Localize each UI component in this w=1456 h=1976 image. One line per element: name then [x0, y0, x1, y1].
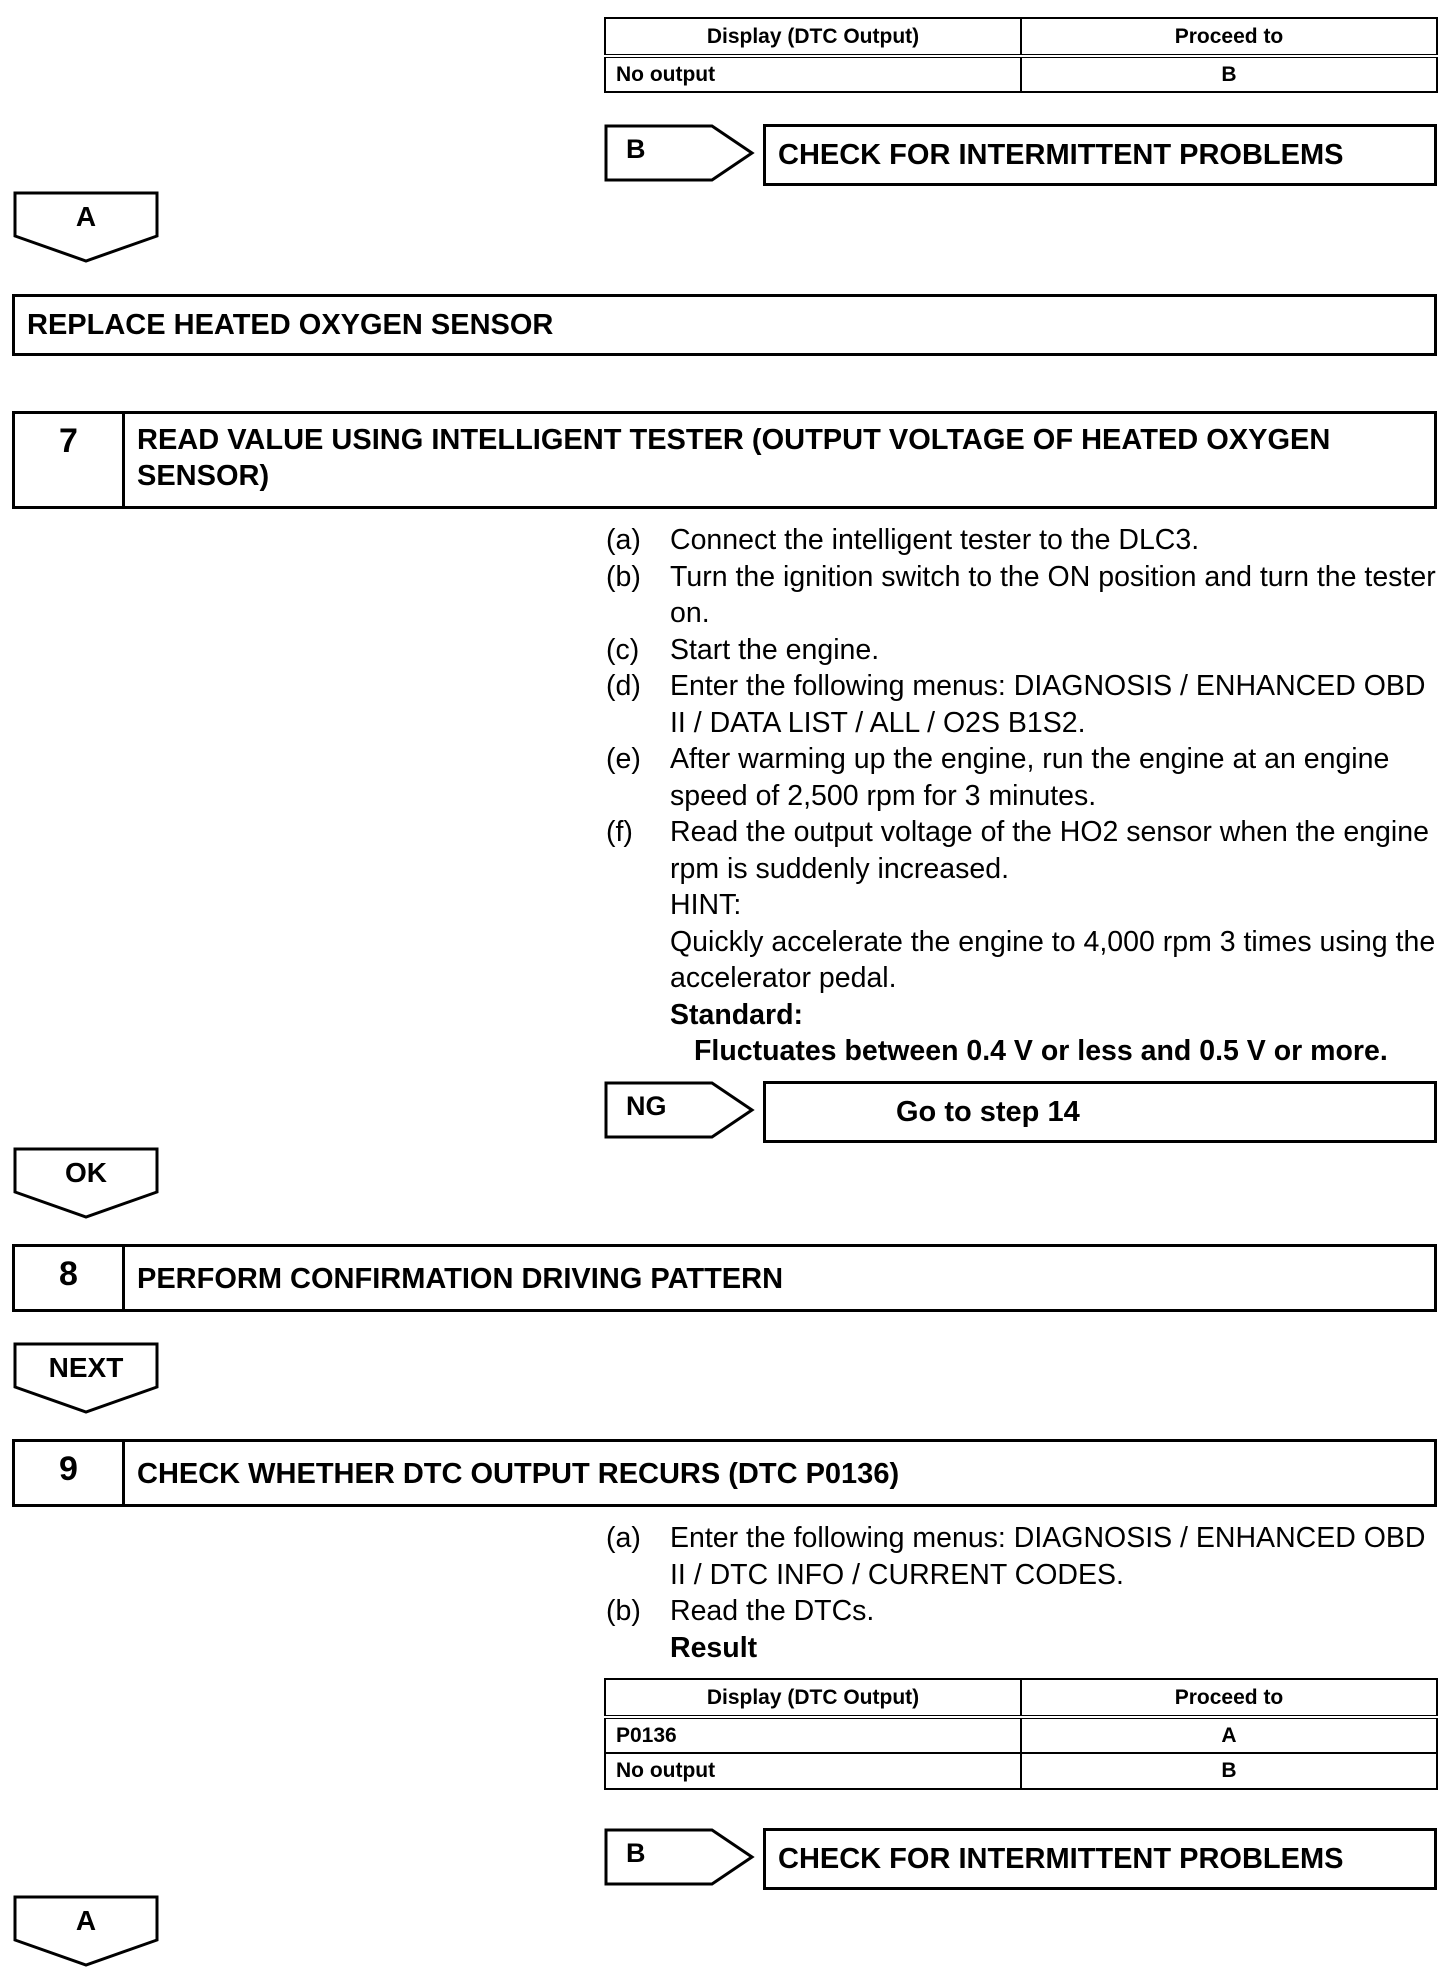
list-item: [606, 1593, 1446, 1630]
item-label: (a): [606, 524, 641, 556]
table-row: [605, 1717, 1437, 1753]
step-8-header: [12, 1244, 1437, 1312]
step-number: 7: [15, 414, 125, 506]
replace-sensor-box: REPLACE HEATED OXYGEN SENSOR: [12, 294, 1437, 356]
cell-proceed: B: [1021, 1753, 1437, 1789]
down-arrow-a: [13, 1895, 159, 1967]
branch-arrow-b: [604, 1828, 756, 1886]
step-9-procedure: [606, 1520, 1446, 1666]
item-text: Connect the intelligent tester to the DLC3.: [670, 524, 1200, 556]
standard-label: Standard:: [670, 998, 804, 1031]
cell-proceed: A: [1021, 1717, 1437, 1753]
item-text: Read the DTCs.: [670, 1595, 875, 1627]
step-9-header: [12, 1439, 1437, 1507]
table-row: [605, 1753, 1437, 1789]
result-label: Result: [670, 1631, 758, 1664]
branch-label: B: [626, 134, 646, 164]
item-label: (d): [606, 670, 641, 702]
cell-display: P0136: [605, 1717, 1021, 1753]
hint-label: HINT:: [670, 889, 742, 921]
item-label: (a): [606, 1522, 641, 1554]
arrow-label: A: [75, 1905, 97, 1936]
item-text: Read the output voltage of the HO2 sensor when the engine rpm is suddenly increased.: [670, 816, 1429, 885]
table-row: [605, 56, 1437, 92]
list-item: [606, 741, 1446, 814]
item-text: Start the engine.: [670, 633, 880, 666]
item-label: (e): [606, 743, 641, 775]
item-text: After warming up the engine, run the engine at an engine speed of 2,500 rpm for 3 minutes.: [670, 743, 1390, 812]
column-header-proceed: Proceed to: [1021, 18, 1437, 56]
cell-display: No output: [605, 56, 1021, 92]
cell-proceed: B: [1021, 56, 1437, 92]
branch-label: B: [626, 1838, 646, 1868]
action-box: CHECK FOR INTERMITTENT PROBLEMS: [763, 124, 1437, 186]
hint-text: Quickly accelerate the engine to 4,000 rpm 3 times using the accelerator pedal.: [670, 925, 1436, 994]
table-header-row: [605, 1679, 1437, 1717]
standard-value: Fluctuates between 0.4 V or less and 0.5 V or more.: [694, 1035, 1388, 1067]
branch-arrow-b: [604, 124, 756, 182]
step-title: CHECK WHETHER DTC OUTPUT RECURS (DTC P0136): [137, 1458, 900, 1490]
list-item: [606, 522, 1446, 559]
step-number: 9: [15, 1442, 125, 1504]
down-arrow-ok: [13, 1147, 159, 1219]
item-text: Enter the following menus: DIAGNOSIS / ENHANCED OBD II / DTC INFO / CURRENT CODES.: [670, 1522, 1426, 1591]
step-title: READ VALUE USING INTELLIGENT TESTER (OUTPUT VOLTAGE OF HEATED OXYGEN SENSOR): [137, 424, 1331, 492]
item-text: Enter the following menus: DIAGNOSIS / ENHANCED OBD II / DATA LIST / ALL / O2S B1S2.: [670, 670, 1426, 739]
down-arrow-next: [13, 1342, 159, 1414]
column-header-display: Display (DTC Output): [605, 1679, 1021, 1717]
step-7-procedure: [606, 522, 1446, 1070]
list-item: [606, 814, 1446, 887]
item-text: Turn the ignition switch to the ON position and turn the tester on.: [670, 560, 1436, 629]
list-item: [606, 559, 1446, 632]
item-label: (f): [606, 816, 633, 848]
list-item: [606, 1520, 1446, 1593]
branch-label: NG: [626, 1091, 667, 1121]
table-header-row: [605, 18, 1437, 56]
branch-arrow-ng: [604, 1081, 756, 1139]
arrow-label: NEXT: [48, 1352, 124, 1383]
step-number: 8: [15, 1247, 125, 1309]
step-7-header: [12, 411, 1437, 509]
result-table-1: [604, 17, 1438, 93]
item-label: (b): [606, 560, 641, 593]
item-label: (c): [606, 633, 640, 666]
list-item: [606, 632, 1446, 669]
step-title: PERFORM CONFIRMATION DRIVING PATTERN: [137, 1263, 784, 1295]
item-label: (b): [606, 1595, 641, 1627]
column-header-proceed: Proceed to: [1021, 1679, 1437, 1717]
list-item: [606, 668, 1446, 741]
column-header-display: Display (DTC Output): [605, 18, 1021, 56]
cell-display: No output: [605, 1753, 1021, 1789]
action-box: CHECK FOR INTERMITTENT PROBLEMS: [763, 1828, 1437, 1890]
arrow-label: A: [75, 201, 97, 232]
down-arrow-a: [13, 191, 159, 263]
arrow-label: OK: [65, 1157, 107, 1188]
action-box: Go to step 14: [763, 1081, 1437, 1143]
result-table-2: [604, 1678, 1438, 1790]
